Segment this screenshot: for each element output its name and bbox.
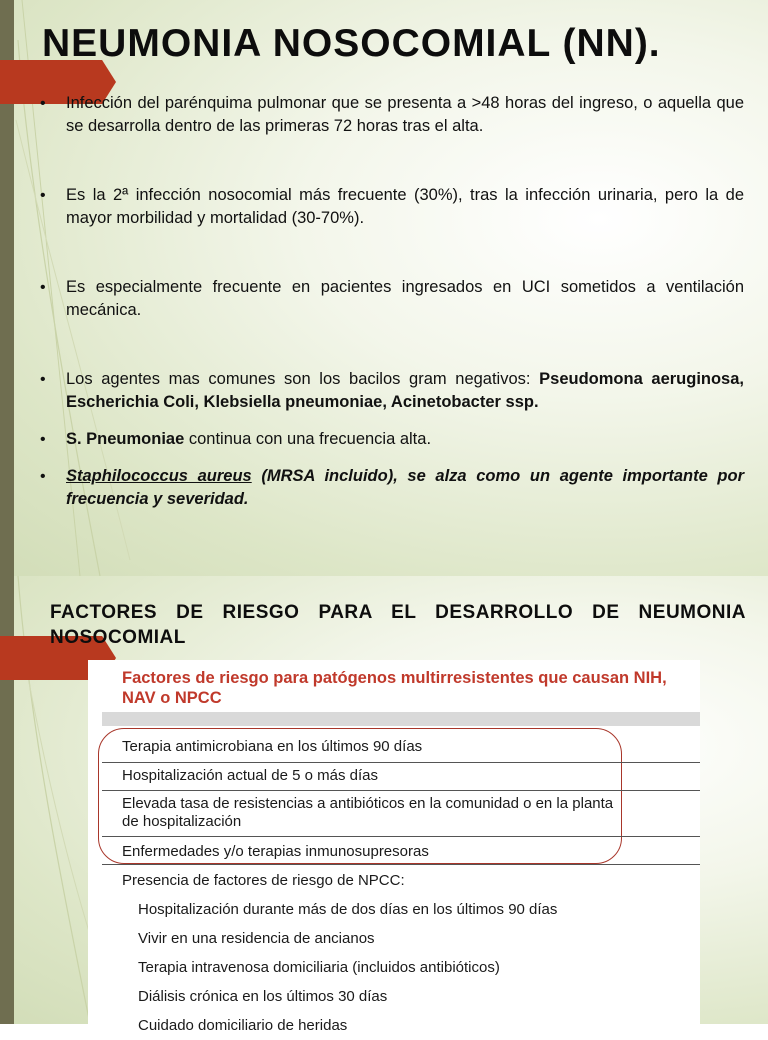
bullet-text-bold: S. Pneumoniae bbox=[66, 430, 185, 448]
slide-heading: FACTORES DE RIESGO PARA EL DESARROLLO DE NEUMONIA NOSOCOMIAL bbox=[50, 602, 746, 648]
bullet-text-bold-italic: (MRSA incluido), se alza como un agente importante por frecuencia y severidad. bbox=[66, 467, 745, 508]
table-subrow: Diálisis crónica en los últimos 30 días bbox=[138, 988, 388, 1005]
table-subrow: Hospitalización durante más de dos días en los últimos 90 días bbox=[138, 901, 558, 918]
table-header-bar bbox=[102, 712, 700, 726]
slide-2 bbox=[0, 576, 768, 1034]
row-divider bbox=[102, 762, 700, 763]
bullet-list bbox=[40, 92, 744, 511]
table-subrow: Terapia intravenosa domiciliaria (incluidos antibióticos) bbox=[138, 959, 500, 976]
bullet-text-bold: Pseudomona aeruginosa, Escherichia Coli, Klebsiella pneumoniae, Acinetobacter ssp. bbox=[66, 370, 744, 411]
bullet-text: Es especialmente frecuente en pacientes ingresados en UCI sometidos a ventilación mecánica. bbox=[66, 278, 744, 319]
table-subrow: Cuidado domiciliario de heridas bbox=[138, 1017, 348, 1034]
bullet-text: Infección del parénquima pulmonar que se presenta a >48 horas del ingreso, o aquella que se desarrolla dentro de las primeras 72 horas tras el alta. bbox=[66, 94, 744, 135]
bullet-text: continua con una frecuencia alta. bbox=[184, 430, 432, 448]
bullet-item bbox=[40, 276, 744, 322]
table-subrow: Vivir en una residencia de ancianos bbox=[138, 930, 375, 947]
row-divider bbox=[102, 864, 700, 865]
table-row: Presencia de factores de riesgo de NPCC: bbox=[122, 872, 405, 889]
risk-factors-table bbox=[88, 660, 700, 1040]
bullet-item bbox=[40, 428, 744, 451]
bullet-text-underlined: Staphilococcus aureus bbox=[66, 467, 252, 485]
bullet-item bbox=[40, 465, 744, 511]
bullet-text: Es la 2ª infección nosocomial más frecuente (30%), tras la infección urinaria, pero la de mayor morbilidad y mortalidad (30-70%). bbox=[66, 186, 744, 227]
row-divider bbox=[102, 836, 700, 837]
table-title: Factores de riesgo para patógenos multirresistentes que causan NIH, NAV o NPCC bbox=[122, 669, 667, 707]
bullet-item bbox=[40, 368, 744, 414]
bullet-text: Los agentes mas comunes son los bacilos gram negativos: bbox=[66, 370, 540, 388]
table-row: Enfermedades y/o terapias inmunosupresoras bbox=[122, 843, 429, 860]
table-row: Elevada tasa de resistencias a antibióticos en la comunidad o en la planta de hospitalización bbox=[122, 795, 614, 830]
bullet-item bbox=[40, 92, 744, 138]
slide-title: NEUMONIA NOSOCOMIAL (NN). bbox=[42, 22, 661, 65]
table-row: Hospitalización actual de 5 o más días bbox=[122, 767, 378, 784]
row-divider bbox=[102, 790, 700, 791]
bullet-item bbox=[40, 184, 744, 230]
table-row: Terapia antimicrobiana en los últimos 90 días bbox=[122, 738, 423, 755]
